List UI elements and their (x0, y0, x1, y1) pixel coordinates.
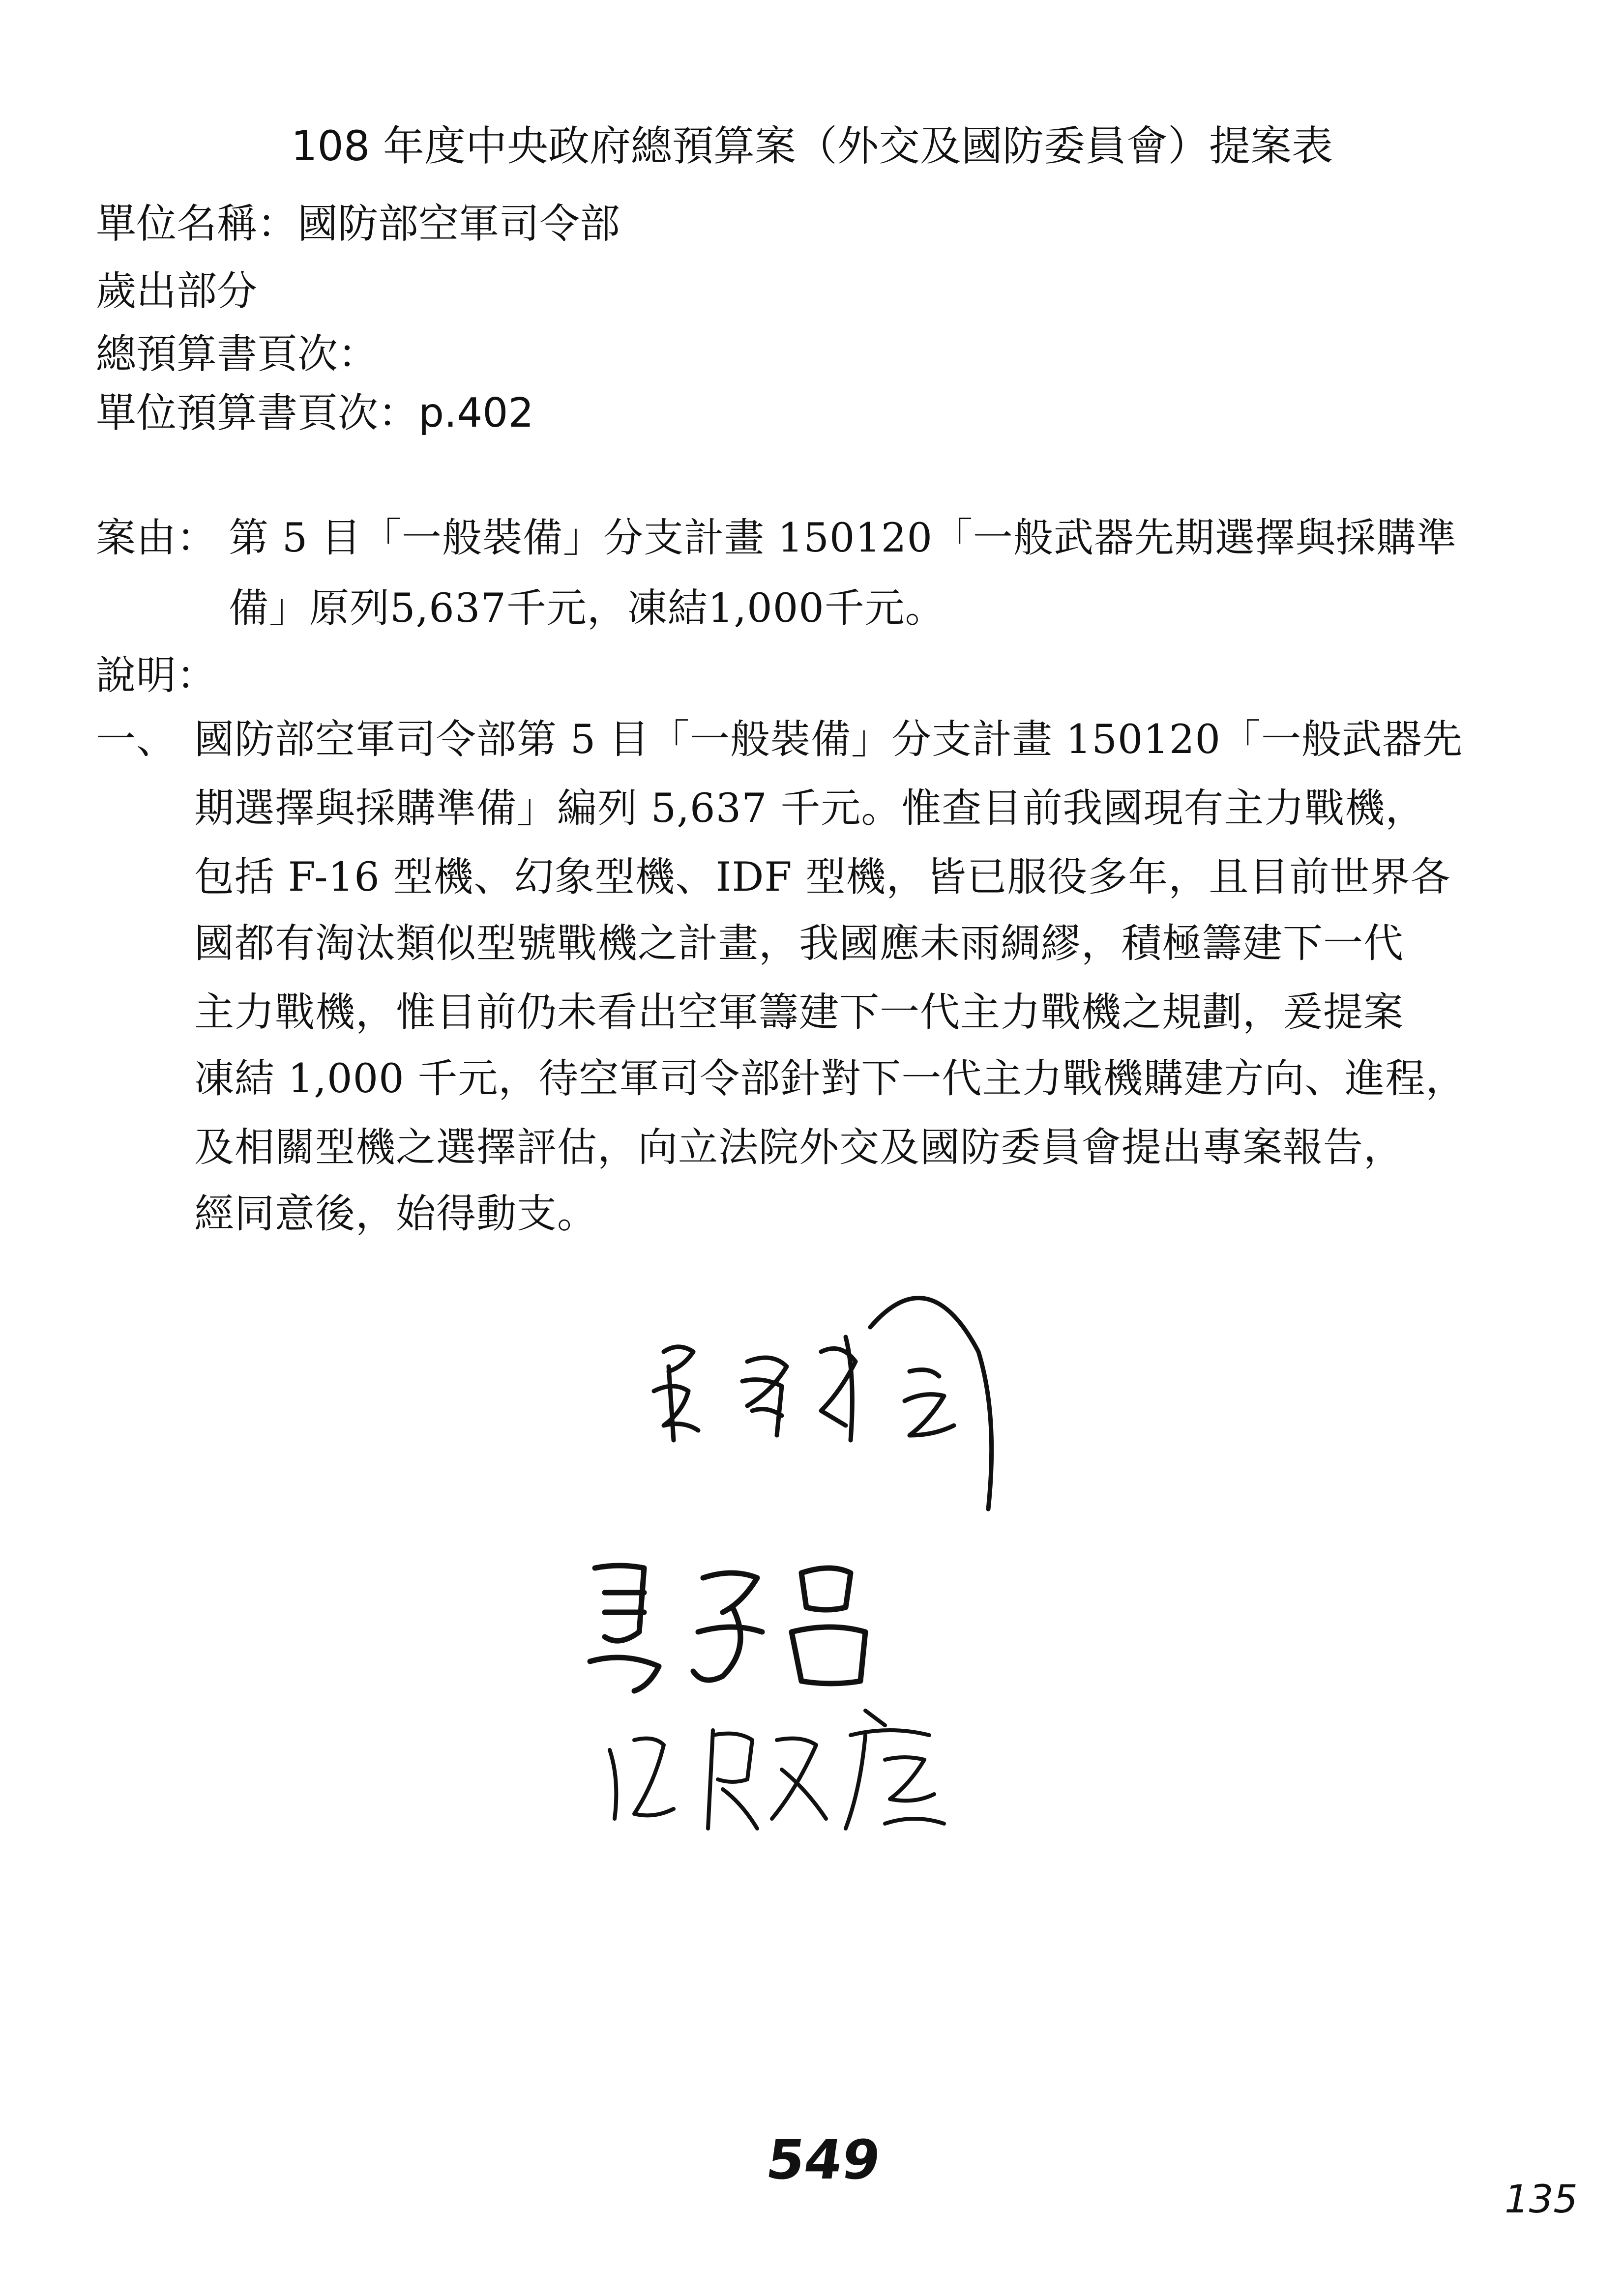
general-budget-page-row (96, 331, 379, 378)
unit-name-label: 單位名稱： (96, 201, 298, 247)
explanation-line-5: 主力戰機，惟目前仍未看出空軍籌建下一代主力戰機之規劃，爰提案 (194, 989, 1404, 1036)
explanation-line-4: 國都有淘汰類似型號戰機之計畫，我國應未雨綢繆，積極籌建下一代 (194, 921, 1404, 967)
explanation-line-7: 及相關型機之選擇評估，向立法院外交及國防委員會提出專案報告， (194, 1125, 1404, 1171)
page-number-center: 549 (763, 2128, 885, 2191)
case-line-1: 第 5 目「一般裝備」分支計畫 150120「一般武器先期選擇與採購準 (229, 515, 1457, 561)
item-number: 一、 (96, 717, 177, 763)
unit-budget-page: p.402 (418, 390, 534, 436)
case-line-2: 備」原列5,637千元，凍結1,000千元。 (229, 585, 945, 632)
unit-name-row (96, 201, 620, 247)
explanation-line-3: 包括 F-16 型機、幻象型機、IDF 型機，皆已服役多年，且目前世界各 (194, 854, 1451, 901)
explanation-line-1: 國防部空軍司令部第 5 目「一般裝備」分支計畫 150120「一般武器先 (194, 717, 1463, 763)
general-budget-page-label: 總預算書頁次： (96, 331, 379, 378)
unit-budget-page-row (96, 390, 534, 436)
page-number-corner: 135 (1505, 2178, 1578, 2222)
section-label: 歲出部分 (96, 268, 258, 315)
signature-3 (590, 1691, 993, 1838)
document-title: 108 年度中央政府總預算案（外交及國防委員會）提案表 (291, 122, 1333, 170)
signature-2 (575, 1548, 919, 1706)
explanation-line-2: 期選擇與採購準備」編列 5,637 千元。惟查目前我國現有主力戰機， (194, 785, 1426, 832)
case-label: 案由： (96, 515, 217, 561)
unit-budget-page-label: 單位預算書頁次： (96, 390, 419, 436)
explanation-line-8: 經同意後，始得動支。 (194, 1191, 598, 1237)
explanation-line-6: 凍結 1,000 千元，待空軍司令部針對下一代主力戰機購建方向、進程， (194, 1056, 1466, 1102)
signature-1 (634, 1278, 1028, 1534)
explanation-label: 說明： (96, 653, 217, 699)
unit-name: 國防部空軍司令部 (297, 201, 620, 247)
